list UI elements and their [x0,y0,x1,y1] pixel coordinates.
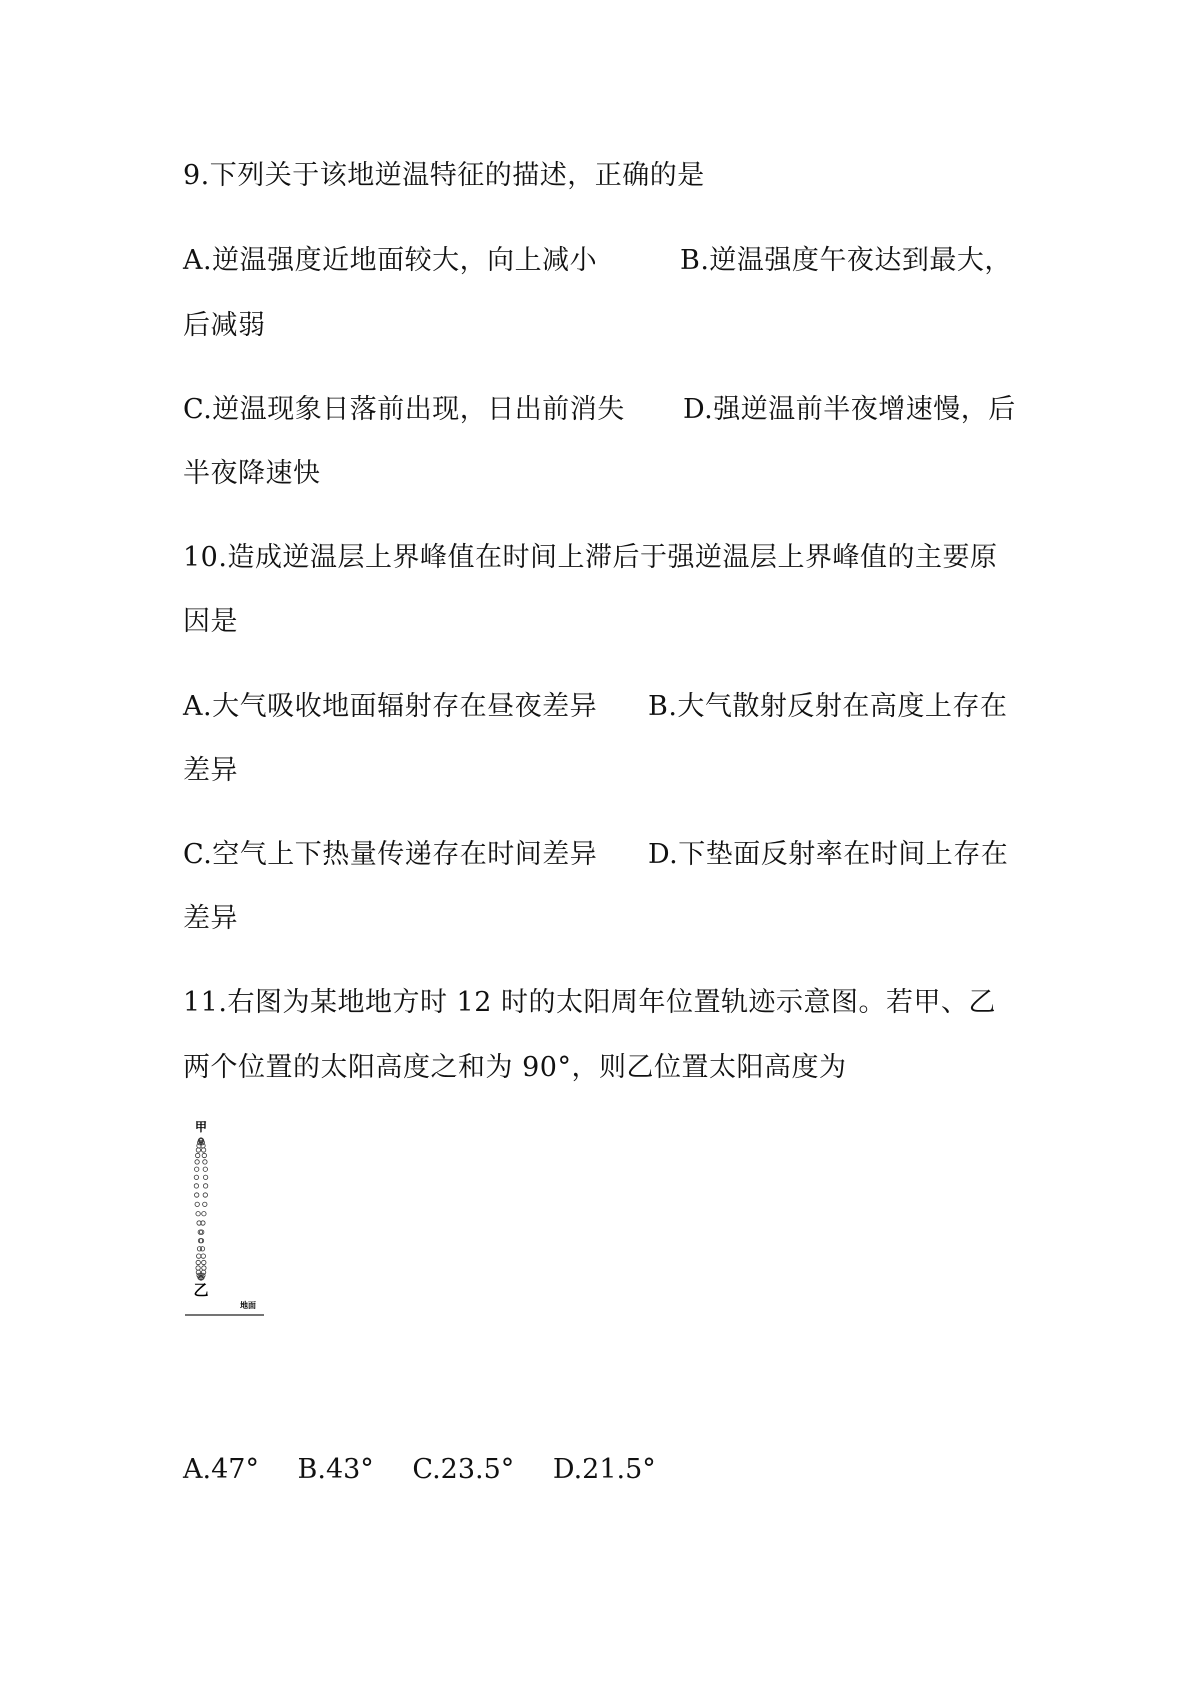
sun-position-dot [196,1266,200,1270]
sun-position-dot [196,1212,200,1216]
q11-option-a: A.47° [183,1454,259,1485]
analemma-dots [194,1138,208,1280]
label-ground: 地面 [240,1301,256,1310]
sun-position-dot [201,1148,205,1152]
sun-position-dot [203,1167,207,1171]
sun-position-dot [201,1254,205,1258]
sun-position-dot [195,1160,199,1164]
q10-option-b: B.大气散射反射在高度上存在 [648,691,1008,722]
q11-option-c: C.23.5° [412,1454,515,1485]
q10-stem-cont: 因是 [183,606,238,637]
sun-position-dot [196,1270,200,1274]
sun-position-dot [195,1202,199,1206]
q11-options [183,1452,686,1488]
sun-position-dot [203,1175,207,1179]
q9-option-d-cont: 半夜降速快 [183,458,321,489]
q9-option-c: C.逆温现象日落前出现，日出前消失 [183,394,625,425]
sun-position-dot [203,1202,207,1206]
q11-option-d: D.21.5° [552,1454,656,1485]
sun-position-dot [203,1160,207,1164]
q10-option-d-cont: 差异 [183,903,238,934]
sun-position-dot [202,1153,206,1157]
q9-option-a: A.逆温强度近地面较大，向上减小 [183,245,598,276]
analemma-figure [180,1118,280,1323]
label-jia: 甲 [194,1120,208,1134]
sun-position-dot [196,1148,200,1152]
sun-position-dot [196,1260,200,1264]
label-yi: 乙 [193,1281,209,1299]
sun-position-dot [194,1184,198,1188]
sun-position-dot [202,1212,206,1216]
q11-option-b: B.43° [297,1454,374,1485]
q9-stem: 9.下列关于该地逆温特征的描述，正确的是 [183,160,705,191]
q11-stem-cont: 两个位置的太阳高度之和为 90°，则乙位置太阳高度为 [183,1052,847,1083]
sun-position-dot [203,1193,207,1197]
sun-position-dot [201,1270,205,1274]
q9-option-d: D.强逆温前半夜增速慢，后 [683,394,1016,425]
sun-position-dot [200,1247,204,1251]
q9-option-b-cont: 后减弱 [183,310,266,341]
q10-options-row-2 [183,837,1023,873]
q11-stem: 11.右图为某地地方时 12 时的太阳周年位置轨迹示意图。若甲、乙 [183,987,996,1018]
sun-position-dot [196,1153,200,1157]
sun-position-dot [203,1184,207,1188]
q10-option-d: D.下垫面反射率在时间上存在 [648,839,1009,870]
q10-options-row-1 [183,689,1023,725]
sun-position-dot [195,1167,199,1171]
q9-options-row-2 [183,392,1023,428]
sun-position-dot [194,1175,198,1179]
q9-options-row-1 [183,243,1023,279]
q10-option-b-cont: 差异 [183,755,238,786]
sun-position-dot [195,1193,199,1197]
analemma-svg [180,1118,280,1323]
q9-option-b: B.逆温强度午夜达到最大， [680,245,1012,276]
q10-option-a: A.大气吸收地面辐射存在昼夜差异 [183,691,598,722]
sun-position-dot [197,1254,201,1258]
sun-position-dot [202,1260,206,1264]
sun-position-dot [202,1266,206,1270]
q10-stem: 10.造成逆温层上界峰值在时间上滞后于强逆温层上界峰值的主要原 [183,542,998,573]
q10-option-c: C.空气上下热量传递存在时间差异 [183,839,598,870]
